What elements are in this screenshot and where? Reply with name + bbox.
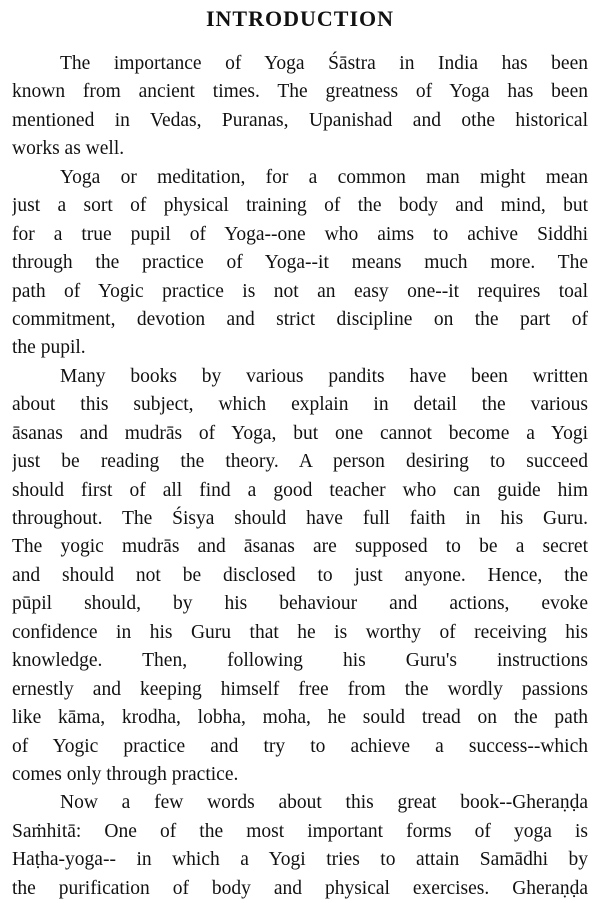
text-line: comes only through practice.: [12, 763, 239, 785]
text-line: Saṁhitā: One of the most important forms of yoga is: [12, 820, 588, 842]
text-line: the pupil.: [12, 337, 86, 359]
body-text: [12, 50, 588, 903]
text-line: known from ancient times. The greatness of Yoga has been: [12, 81, 588, 103]
text-line: through the practice of Yoga--it means much more. The: [12, 252, 588, 274]
text-line: for a true pupil of Yoga--one who aims to achive Siddhi: [12, 223, 588, 245]
text-line: just a sort of physical training of the body and mind, but: [12, 195, 588, 217]
text-line: the purification of body and physical exercises. Gheraṇḍa: [12, 877, 588, 899]
text-line: should first of all find a good teacher who can guide him: [12, 479, 588, 501]
text-line: The importance of Yoga Śāstra in India has been: [60, 53, 588, 74]
text-line: pūpil should, by his behaviour and actions, evoke: [12, 593, 588, 615]
text-line: works as well.: [12, 138, 125, 160]
text-line: like kāma, krodha, lobha, moha, he sould tread on the path: [12, 707, 588, 729]
text-line: about this subject, which explain in detail the various: [12, 394, 588, 416]
text-line: confidence in his Guru that he is worthy of receiving his: [12, 621, 588, 643]
text-line: Haṭha-yoga-- in which a Yogi tries to attain Samādhi by: [12, 849, 588, 871]
text-line: mentioned in Vedas, Puranas, Upanishad and othe historical: [12, 109, 588, 131]
text-line: āsanas and mudrās of Yoga, but one cannot become a Yogi: [12, 422, 588, 444]
text-line: Now a few words about this great book--Gheraṇḍa: [60, 792, 588, 814]
text-line: of Yogic practice and try to achieve a success--which: [12, 735, 588, 757]
text-line: Many books by various pandits have been written: [60, 365, 588, 387]
text-line: The yogic mudrās and āsanas are supposed to be a secret: [12, 536, 588, 558]
page-title: INTRODUCTION: [205, 6, 395, 31]
text-line: and should not be disclosed to just anyone. Hence, the: [12, 564, 588, 586]
text-line: path of Yogic practice is not an easy one--it requires toal: [12, 280, 588, 302]
text-line: ernestly and keeping himself free from the wordly passions: [12, 678, 588, 700]
text-line: Yoga or meditation, for a common man might mean: [60, 166, 588, 188]
text-line: throughout. The Śisya should have full faith in his Guru.: [12, 508, 588, 529]
text-line: commitment, devotion and strict discipline on the part of: [12, 308, 588, 330]
text-line: knowledge. Then, following his Guru's instructions: [12, 650, 588, 672]
text-line: just be reading the theory. A person desiring to succeed: [12, 451, 588, 473]
